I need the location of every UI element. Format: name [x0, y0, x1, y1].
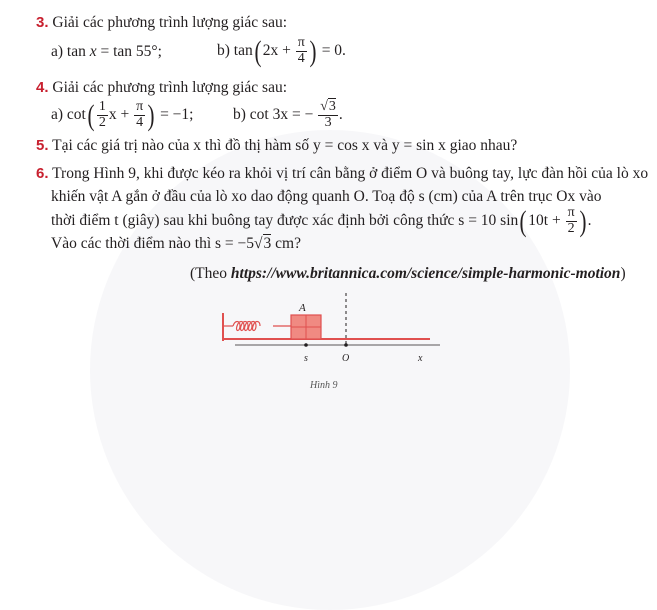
exercise-4-heading: [36, 80, 287, 96]
exercise-number: 3.: [36, 14, 49, 31]
spring-figure: [215, 293, 445, 398]
exercise-number: 6.: [36, 165, 49, 182]
math-text: = −1;: [160, 105, 194, 123]
exercise-6-line-2: [51, 189, 602, 205]
exercise-text: cm?: [275, 235, 301, 252]
part-label: a) cot: [51, 105, 86, 123]
label-x: x: [418, 353, 423, 364]
exercise-4b: [233, 100, 343, 130]
exercise-number: 5.: [36, 137, 49, 154]
math-var: x: [89, 43, 97, 60]
math-text: tan: [233, 41, 253, 59]
exercise-text: thời điểm t (giây) sau khi buông tay được xác định bởi công thức s = 10 sin: [51, 211, 519, 229]
figure-caption: Hình 9: [310, 380, 338, 391]
math-text: x +: [108, 105, 130, 123]
math-text: 10t +: [528, 211, 561, 229]
exercise-title: Giải các phương trình lượng giác sau:: [52, 14, 288, 31]
fraction: $\frac{√3}{3}$: [320, 99, 336, 130]
fraction: $\frac{\pi}{4}$: [297, 35, 305, 66]
source-suffix: ): [620, 265, 626, 282]
label-O: O: [342, 353, 350, 364]
math-text: = 0.: [321, 41, 346, 59]
exercise-3-heading: [36, 15, 287, 31]
part-label: a): [51, 43, 64, 60]
exercise-text: Trong Hình 9, khi được kéo ra khỏi vị trí cân bằng ở điểm O và buông tay, lực đàn hồi của lò xo: [52, 165, 649, 182]
label-A: A: [299, 302, 306, 314]
fraction: $\frac{\pi}{2}$: [567, 205, 575, 236]
part-label: b): [217, 41, 230, 59]
math-text: 2x +: [262, 41, 291, 59]
exercise-number: 4.: [36, 79, 49, 96]
fraction: $\frac{\pi}{4}$: [136, 99, 144, 130]
exercise-text: Tại các giá trị nào của x thì đồ thị hàm số y = cos x và y = sin x giao nhau?: [52, 137, 518, 154]
exercise-5: [36, 138, 517, 154]
exercise-4a: a) cot( $\frac{1}{2}$ x + $\frac{\pi}{4}$ ) = −1;: [51, 98, 194, 132]
source-citation: [190, 266, 626, 282]
source-prefix: (Theo: [190, 265, 231, 282]
exercise-6-line-3: thời điểm t (giây) sau khi buông tay được xác định bởi công thức s = 10 sin(10t + $\frac{\pi}{2}$ ).: [51, 204, 592, 238]
math-text: tan: [66, 43, 86, 60]
label-s: s: [304, 353, 308, 364]
math-text: .: [338, 105, 343, 123]
math-text: = tan 55°;: [100, 43, 162, 60]
sqrt-sign: √: [254, 235, 263, 252]
exercise-text: khiến vật A gắn ở đầu của lò xo dao động quanh O. Toạ độ s (cm) của A trên trục Ox vào: [51, 188, 602, 205]
exercise-title: Giải các phương trình lượng giác sau:: [52, 79, 288, 96]
exercise-6-line-4: [51, 236, 301, 252]
exercise-3b: b) tan(2x + $\frac{\pi}{4}$ ) = 0.: [217, 34, 346, 68]
spring: [233, 322, 260, 331]
fraction: $\frac{1}{2}$: [98, 99, 106, 130]
math-text: .: [587, 211, 592, 229]
part-label: b) cot 3x = −: [233, 105, 314, 123]
sqrt-value: 3: [263, 235, 272, 252]
exercise-6-line-1: [36, 166, 648, 182]
exercise-3a: [51, 44, 162, 60]
exercise-text: Vào các thời điểm nào thì s = −5: [51, 235, 255, 252]
source-url: https://www.britannica.com/science/simple-harmonic-motion: [230, 265, 621, 282]
